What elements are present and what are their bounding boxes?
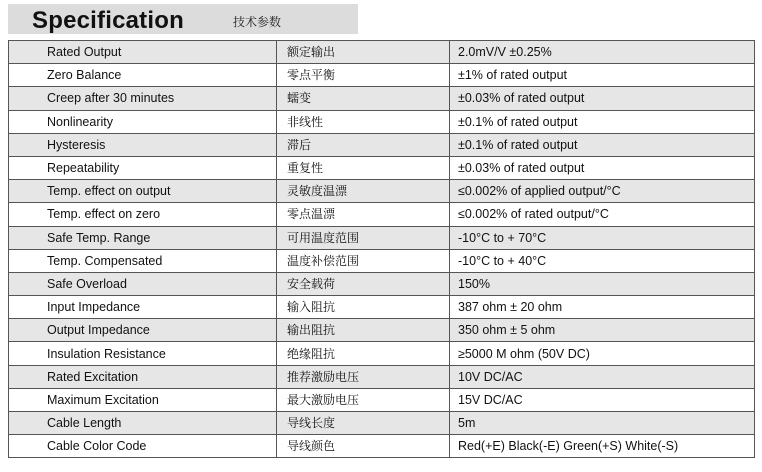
param-name-zh: 安全载荷 — [277, 272, 450, 295]
param-value: Red(+E) Black(-E) Green(+S) White(-S) — [450, 435, 755, 458]
param-value: ±1% of rated output — [450, 64, 755, 87]
section-subtitle: 技术参数 — [233, 15, 282, 29]
param-name: Output Impedance — [9, 319, 277, 342]
param-name: Temp. Compensated — [9, 249, 277, 272]
param-name: Rated Excitation — [9, 365, 277, 388]
param-value: ≤0.002% of applied output/°C — [450, 180, 755, 203]
table-row — [9, 110, 755, 133]
param-name-zh: 推荐激励电压 — [277, 365, 450, 388]
table-row — [9, 64, 755, 87]
table-row — [9, 203, 755, 226]
param-name: Nonlinearity — [9, 110, 277, 133]
param-name: Insulation Resistance — [9, 342, 277, 365]
param-name-zh: 额定输出 — [277, 41, 450, 64]
table-row — [9, 435, 755, 458]
table-row — [9, 87, 755, 110]
table-row — [9, 412, 755, 435]
table-row — [9, 296, 755, 319]
param-name-zh: 零点平衡 — [277, 64, 450, 87]
param-name: Maximum Excitation — [9, 388, 277, 411]
param-name: Creep after 30 minutes — [9, 87, 277, 110]
param-name-zh: 非线性 — [277, 110, 450, 133]
param-value: -10°C to + 40°C — [450, 249, 755, 272]
param-value: ≥5000 M ohm (50V DC) — [450, 342, 755, 365]
param-name-zh: 温度补偿范围 — [277, 249, 450, 272]
table-row — [9, 365, 755, 388]
param-name: Hysteresis — [9, 133, 277, 156]
param-name: Temp. effect on output — [9, 180, 277, 203]
param-name-zh: 滞后 — [277, 133, 450, 156]
param-name-zh: 导线颜色 — [277, 435, 450, 458]
param-name-zh: 重复性 — [277, 156, 450, 179]
param-name: Temp. effect on zero — [9, 203, 277, 226]
specification-table — [8, 40, 755, 458]
param-value: 10V DC/AC — [450, 365, 755, 388]
table-row — [9, 272, 755, 295]
table-row — [9, 156, 755, 179]
param-name: Cable Color Code — [9, 435, 277, 458]
param-value: 150% — [450, 272, 755, 295]
param-value: 387 ohm ± 20 ohm — [450, 296, 755, 319]
param-value: -10°C to + 70°C — [450, 226, 755, 249]
table-row — [9, 133, 755, 156]
param-name-zh: 零点温漂 — [277, 203, 450, 226]
param-name-zh: 输入阻抗 — [277, 296, 450, 319]
param-name-zh: 绝缘阻抗 — [277, 342, 450, 365]
table-row — [9, 249, 755, 272]
param-name: Repeatability — [9, 156, 277, 179]
param-name-zh: 导线长度 — [277, 412, 450, 435]
table-row — [9, 180, 755, 203]
param-name: Rated Output — [9, 41, 277, 64]
param-name: Input Impedance — [9, 296, 277, 319]
param-value: ±0.03% of rated output — [450, 156, 755, 179]
table-row — [9, 319, 755, 342]
param-name: Zero Balance — [9, 64, 277, 87]
table-row — [9, 41, 755, 64]
param-value: ≤0.002% of rated output/°C — [450, 203, 755, 226]
param-name: Cable Length — [9, 412, 277, 435]
param-value: ±0.03% of rated output — [450, 87, 755, 110]
param-value: ±0.1% of rated output — [450, 133, 755, 156]
param-name-zh: 蠕变 — [277, 87, 450, 110]
param-value: ±0.1% of rated output — [450, 110, 755, 133]
section-title: Specification — [32, 7, 184, 34]
param-name-zh: 输出阻抗 — [277, 319, 450, 342]
param-name-zh: 灵敏度温漂 — [277, 180, 450, 203]
param-value: 350 ohm ± 5 ohm — [450, 319, 755, 342]
param-name: Safe Overload — [9, 272, 277, 295]
section-header — [8, 4, 358, 34]
table-row — [9, 226, 755, 249]
table-row — [9, 388, 755, 411]
param-name-zh: 最大激励电压 — [277, 388, 450, 411]
table-row — [9, 342, 755, 365]
param-name-zh: 可用温度范围 — [277, 226, 450, 249]
param-value: 15V DC/AC — [450, 388, 755, 411]
param-value: 5m — [450, 412, 755, 435]
param-name: Safe Temp. Range — [9, 226, 277, 249]
param-value: 2.0mV/V ±0.25% — [450, 41, 755, 64]
